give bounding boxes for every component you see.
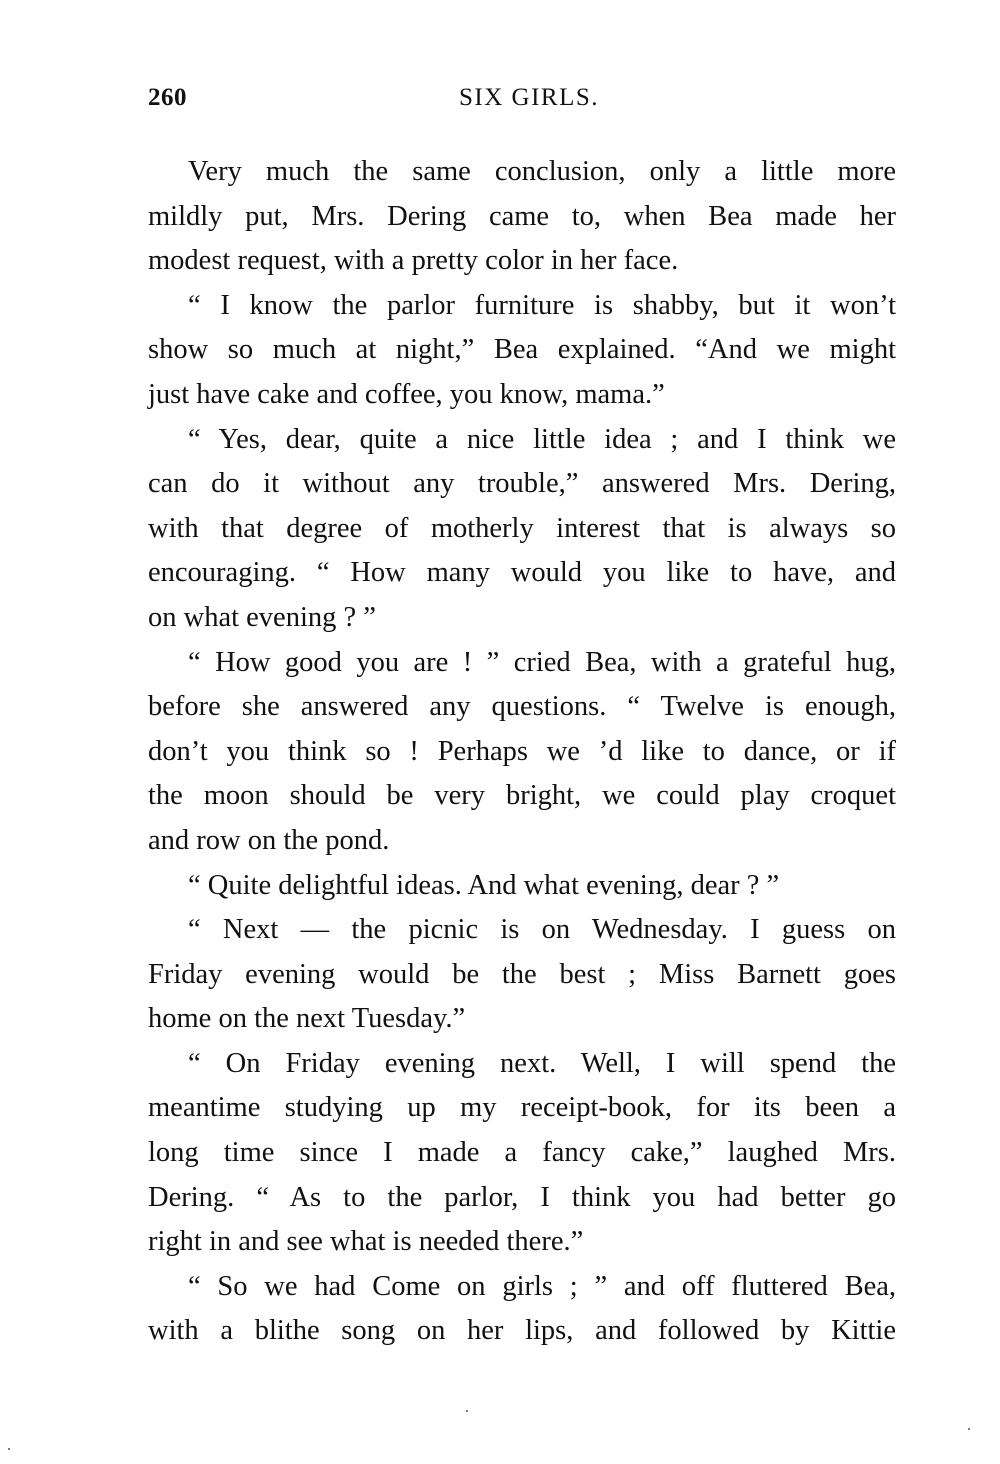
text-line: “ Yes, dear, quite a nice little idea ; and I think we	[188, 423, 896, 455]
body-text	[148, 150, 896, 1354]
text-line: modest request, with a pretty color in her face.	[148, 245, 679, 277]
text-line: on what evening ? ”	[148, 601, 376, 633]
text-line: long time since I made a fancy cake,” laughed Mrs.	[148, 1137, 896, 1169]
scan-speck	[968, 1428, 970, 1430]
text-line: “ Quite delightful ideas. And what evening, dear ? ”	[188, 869, 780, 901]
text-line: “ I know the parlor furniture is shabby, but it won’t	[188, 289, 896, 321]
text-line: don’t you think so ! Perhaps we ’d like to dance, or if	[148, 735, 896, 767]
text-line: can do it without any trouble,” answered Mrs. Dering,	[148, 468, 896, 500]
text-line: mildly put, Mrs. Dering came to, when Bea made her	[148, 200, 896, 232]
text-line: before she answered any questions. “ Twelve is enough,	[148, 691, 896, 723]
text-line: “ Next — the picnic is on Wednesday. I guess on	[188, 914, 896, 946]
paragraph	[148, 150, 896, 284]
scan-speck	[8, 1448, 10, 1450]
paragraph	[148, 1265, 896, 1354]
paragraph	[148, 908, 896, 1042]
text-line: home on the next Tuesday.”	[148, 1003, 466, 1035]
scan-speck	[466, 1410, 468, 1412]
text-line: meantime studying up my receipt-book, for its been a	[148, 1092, 896, 1124]
text-line: show so much at night,” Bea explained. “And we might	[148, 334, 896, 366]
text-line: “ So we had Come on girls ; ” and off fluttered Bea,	[188, 1270, 896, 1302]
paragraph	[148, 1042, 896, 1265]
text-line: and row on the pond.	[148, 824, 390, 856]
text-line: Friday evening would be the best ; Miss Barnett goes	[148, 958, 896, 990]
text-line: “ On Friday evening next. Well, I will spend the	[188, 1047, 896, 1079]
text-line: “ How good you are ! ” cried Bea, with a grateful hug,	[188, 646, 896, 678]
paragraph	[148, 864, 896, 909]
text-line: the moon should be very bright, we could play croquet	[148, 780, 896, 812]
text-line: with a blithe song on her lips, and followed by Kittie	[148, 1315, 896, 1347]
paragraph	[148, 641, 896, 864]
paragraph	[148, 418, 896, 641]
text-line: encouraging. “ How many would you like to have, and	[148, 557, 896, 589]
page-number: 260	[148, 84, 187, 111]
running-head: SIX GIRLS.	[458, 84, 599, 111]
paragraph	[148, 284, 896, 418]
text-line: Dering. “ As to the parlor, I think you had better go	[148, 1181, 896, 1213]
page-header	[148, 84, 900, 124]
text-line: right in and see what is needed there.”	[148, 1226, 584, 1258]
text-line: just have cake and coffee, you know, mama.”	[148, 378, 665, 410]
text-line: Very much the same conclusion, only a little more	[188, 156, 896, 187]
text-line: with that degree of motherly interest that is always so	[148, 512, 896, 544]
